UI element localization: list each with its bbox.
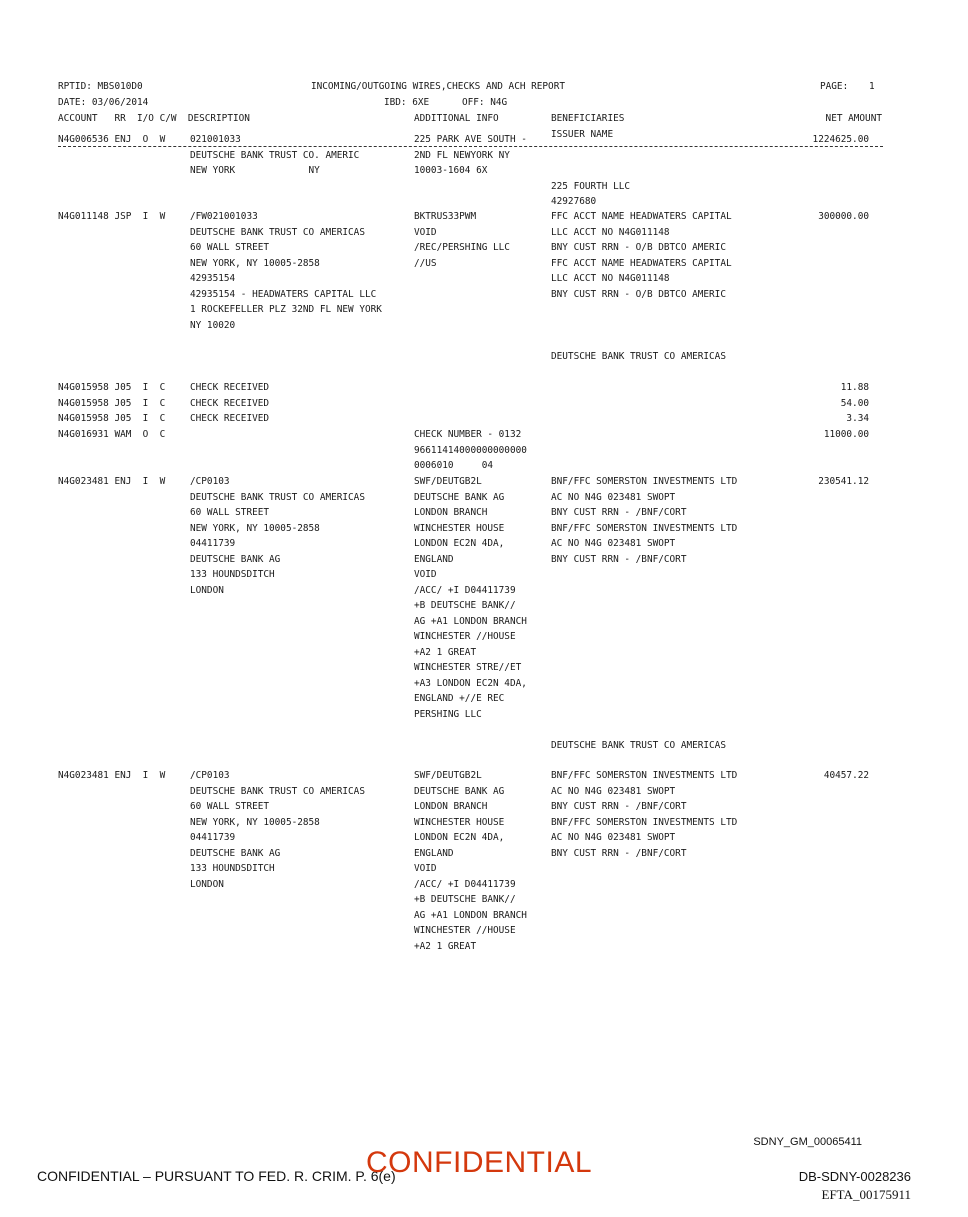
net-amount-cell: 1224625.00 [812,134,869,145]
col-beneficiaries-header: BENEFICIARIES [551,113,625,124]
additional-info-line: /ACC/ +I D04411739 [414,584,516,596]
additional-info-line: +B DEUTSCHE BANK// [414,600,516,611]
description-line: DEUTSCHE BANK TRUST CO AMERICAS [190,785,365,797]
beneficiary-line: AC NO N4G 023481 SWOPT [551,832,676,843]
description-line: 42935154 - HEADWATERS CAPITAL LLC [190,288,377,300]
bates-sdny-gm: SDNY_GM_00065411 [753,1136,862,1148]
additional-info-line: AG +A1 LONDON BRANCH [414,909,527,921]
col-issuer-header: ISSUER NAME [551,129,614,140]
additional-info-line: WINCHESTER HOUSE [414,816,505,828]
additional-info-line: /ACC/ +I D04411739 [414,878,516,890]
description-line: 42935154 [190,273,236,284]
additional-info-line: //US [414,257,437,269]
additional-info-line: +A2 1 GREAT [414,646,477,658]
issuer-name: DEUTSCHE BANK TRUST CO AMERICAS [551,350,726,362]
beneficiary-line: BNY CUST RRN - O/B DBTCO AMERIC [551,242,726,253]
description-line: /FW021001033 [190,211,258,222]
net-amount-cell: 300000.00 [818,211,869,222]
beneficiary-line: 42927680 [551,196,597,207]
beneficiary-line: BNF/FFC SOMERSTON INVESTMENTS LTD [551,476,738,487]
beneficiary-line: LLC ACCT NO N4G011148 [551,273,670,284]
additional-info-line: WINCHESTER //HOUSE [414,925,516,936]
additional-info-line: +A2 1 GREAT [414,940,477,952]
beneficiary-line: BNF/FFC SOMERSTON INVESTMENTS LTD [551,522,738,534]
additional-info-line: 10003-1604 6X [414,165,488,176]
additional-info-line: WINCHESTER //HOUSE [414,631,516,642]
net-amount-cell: 11000.00 [823,429,869,440]
additional-info-line: 225 PARK AVE SOUTH - [414,134,527,145]
bates-efta: EFTA_00175911 [821,1187,911,1202]
beneficiary-line: BNY CUST RRN - /BNF/CORT [551,507,687,518]
description-line: 60 WALL STREET [190,801,270,812]
col-account-header: ACCOUNT RR I/O C/W DESCRIPTION [58,113,250,124]
description-line: NEW YORK, NY 10005-2858 [190,816,320,828]
description-line: DEUTSCHE BANK TRUST CO AMERICAS [190,491,365,503]
additional-info-line: ENGLAND [414,553,454,565]
description-line: 133 HOUNDSDITCH [190,569,275,580]
bates-db-sdny: DB-SDNY-0028236 [798,1169,911,1184]
beneficiary-line: BNY CUST RRN - /BNF/CORT [551,801,687,812]
col-additional-info-header: ADDITIONAL INFO [414,113,499,124]
additional-info-line: AG +A1 LONDON BRANCH [414,615,527,627]
description-line: 04411739 [190,538,236,549]
description-line: DEUTSCHE BANK AG [190,553,281,565]
ibd-code: IBD: 6XE [384,97,430,108]
description-line: DEUTSCHE BANK TRUST CO AMERICAS [190,226,365,238]
additional-info-line: PERSHING LLC [414,708,482,720]
additional-info-line: 96611414000000000000 [414,444,527,456]
report-date: DATE: 03/06/2014 [58,97,149,108]
additional-info-line: VOID [414,863,437,874]
additional-info-line: DEUTSCHE BANK AG [414,491,505,503]
net-amount-cell: 11.88 [840,382,869,393]
description-line: DEUTSCHE BANK TRUST CO. AMERIC [190,149,360,161]
description-line: 021001033 [190,134,241,145]
beneficiary-line: BNY CUST RRN - /BNF/CORT [551,553,687,565]
description-line: DEUTSCHE BANK AG [190,847,281,859]
description-line: /CP0103 [190,476,230,487]
description-line: CHECK RECEIVED [190,382,270,393]
additional-info-line: ENGLAND +//E REC [414,693,505,704]
account-cell: N4G015958 J05 I C [58,398,166,409]
issuer-name: DEUTSCHE BANK TRUST CO AMERICAS [551,739,726,751]
account-cell: N4G011148 JSP I W [58,211,166,222]
additional-info-line: DEUTSCHE BANK AG [414,785,505,797]
additional-info-line: /REC/PERSHING LLC [414,242,510,253]
description-line: NY 10020 [190,319,236,331]
net-amount-cell: 3.34 [846,413,869,424]
page-number: 1 [869,81,875,92]
additional-info-line: LONDON BRANCH [414,507,488,518]
net-amount-cell: 54.00 [840,398,869,409]
description-line: CHECK RECEIVED [190,398,270,409]
account-cell: N4G015958 J05 I C [58,382,166,393]
page-label: PAGE: [820,81,849,92]
description-line: /CP0103 [190,770,230,781]
beneficiary-line: BNY CUST RRN - O/B DBTCO AMERIC [551,288,726,300]
confidential-notice: CONFIDENTIAL – PURSUANT TO FED. R. CRIM. P. 6(e) [37,1168,396,1184]
additional-info-line: 2ND FL NEWYORK NY [414,149,510,161]
description-line: LONDON [190,878,224,890]
report-id: RPTID: MBS010D0 [58,81,143,92]
beneficiary-line: LLC ACCT NO N4G011148 [551,226,670,238]
additional-info-line: LONDON EC2N 4DA, [414,538,505,549]
beneficiary-line: AC NO N4G 023481 SWOPT [551,491,676,503]
report-title: INCOMING/OUTGOING WIRES,CHECKS AND ACH REPORT [311,81,565,92]
beneficiary-line: FFC ACCT NAME HEADWATERS CAPITAL [551,211,732,222]
additional-info-line: +A3 LONDON EC2N 4DA, [414,677,527,689]
beneficiary-line: BNF/FFC SOMERSTON INVESTMENTS LTD [551,816,738,828]
description-line: 60 WALL STREET [190,242,270,253]
description-line: 04411739 [190,832,236,843]
col-net-amount-header: NET AMOUNT [825,113,882,124]
additional-info-line: LONDON BRANCH [414,801,488,812]
description-line: NEW YORK NY [190,165,320,176]
off-code: OFF: N4G [462,97,508,108]
additional-info-line: LONDON EC2N 4DA, [414,832,505,843]
description-line: NEW YORK, NY 10005-2858 [190,257,320,269]
beneficiary-line: BNY CUST RRN - /BNF/CORT [551,847,687,859]
additional-info-line: 0006010 04 [414,460,494,471]
description-line: NEW YORK, NY 10005-2858 [190,522,320,534]
additional-info-line: CHECK NUMBER - 0132 [414,429,522,440]
description-line: 60 WALL STREET [190,507,270,518]
account-cell: N4G023481 ENJ I W [58,476,166,487]
beneficiary-line: AC NO N4G 023481 SWOPT [551,538,676,549]
account-cell: N4G006536 ENJ O W [58,134,166,145]
beneficiary-line: BNF/FFC SOMERSTON INVESTMENTS LTD [551,770,738,781]
confidential-stamp: CONFIDENTIAL [366,1146,593,1179]
additional-info-line: BKTRUS33PWM [414,211,477,222]
beneficiary-line: FFC ACCT NAME HEADWATERS CAPITAL [551,257,732,269]
net-amount-cell: 230541.12 [818,476,869,487]
additional-info-line: SWF/DEUTGB2L [414,770,482,781]
additional-info-line: WINCHESTER STRE//ET [414,662,522,673]
account-cell: N4G023481 ENJ I W [58,770,166,781]
additional-info-line: VOID [414,569,437,580]
description-line: 1 ROCKEFELLER PLZ 32ND FL NEW YORK [190,304,382,315]
description-line: CHECK RECEIVED [190,413,270,424]
additional-info-line: SWF/DEUTGB2L [414,476,482,487]
account-cell: N4G016931 WAM O C [58,429,166,440]
additional-info-line: VOID [414,226,437,238]
net-amount-cell: 40457.22 [823,770,869,781]
description-line: 133 HOUNDSDITCH [190,863,275,874]
additional-info-line: WINCHESTER HOUSE [414,522,505,534]
beneficiary-line: 225 FOURTH LLC [551,180,631,192]
beneficiary-line: AC NO N4G 023481 SWOPT [551,785,676,797]
additional-info-line: ENGLAND [414,847,454,859]
description-line: LONDON [190,584,224,596]
additional-info-line: +B DEUTSCHE BANK// [414,894,516,905]
account-cell: N4G015958 J05 I C [58,413,166,424]
